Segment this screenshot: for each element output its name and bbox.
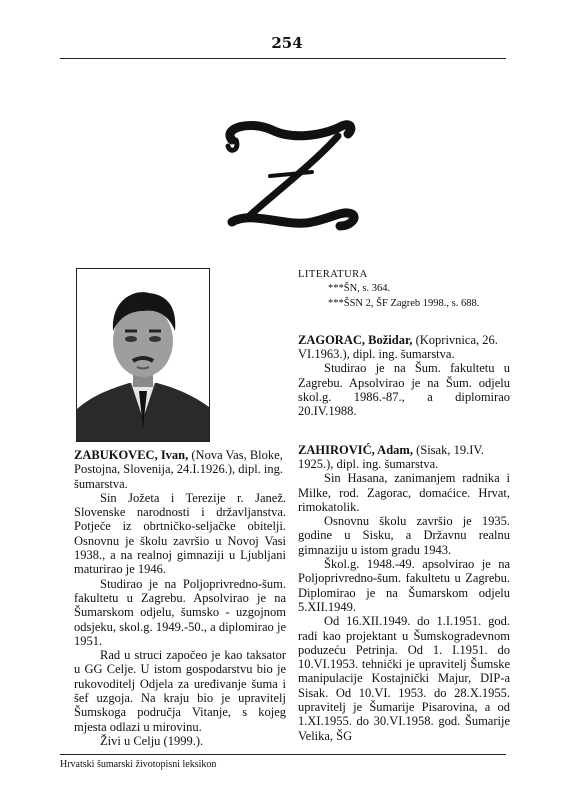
portrait-drawing — [77, 269, 209, 441]
section-letter — [0, 110, 574, 240]
entry-name: ZABUKOVEC, Ivan, — [74, 448, 189, 462]
entry-paragraph: Živi u Celju (1999.). — [100, 733, 204, 748]
entry-paragraph: Osnovnu školu završio je 1935. godine u Sisku, a Državnu realnu gimnaziju u istom gradu 1943. — [298, 514, 510, 557]
entry-heading — [298, 443, 510, 472]
entry-heading-rest: (Nova Vas, Bloke, Postojna, Slovenija, 24.I.1926.), dipl. ing. šumarstva. — [74, 448, 284, 491]
entry-paragraph: Škol.g. 1948.-49. apsolvirao je na Poljoprivredno-šum. fakultetu u Zagrebu. Diplomirao je na Šumarskom odjelu 5.XII.1949. — [298, 557, 510, 614]
header-rule — [60, 58, 506, 59]
literature-item: ***ŠN, s. 364. — [328, 283, 391, 295]
footer-title: Hrvatski šumarski životopisni leksikon — [60, 759, 217, 770]
spacer — [298, 311, 510, 333]
entry-name: ZAGORAC, Božidar, — [298, 332, 413, 347]
entry-heading — [74, 448, 286, 491]
entry-zagorac — [298, 333, 510, 419]
entry-heading — [298, 333, 510, 362]
entry-zabukovec — [74, 448, 286, 748]
section-letter-z-drawing — [192, 110, 382, 240]
literature-block — [298, 268, 510, 311]
literature-item: ***ŠSN 2, ŠF Zagreb 1998., s. 688. — [328, 297, 480, 309]
entry-zahirovic — [298, 443, 510, 743]
entry-heading-rest: (Sisak, 19.IV. 1925.), dipl. ing. šumarstva. — [298, 442, 484, 471]
entry-paragraph: Rad u struci započeo je kao taksator u GG Celje. U istom gospodarstvu bio je rukovoditelj Odjela za uređivanje šuma i šef uzgoja. Na kraju bio je upravitelj Šumskoga područja Vitanje, s kojeg mjesta odlazi u mirovinu. — [74, 648, 286, 734]
right-column — [298, 268, 510, 743]
portrait-photo — [76, 268, 210, 442]
entry-paragraph: Sin Jožeta i Terezije r. Janež. Slovenske narodnosti i državljanstva. Potječe iz obrtničko-seljačke obitelji. Osnovnu je školu završio u Novoj Vasi 1938., a na realnoj gimnaziji u Ljubljani maturirao je 1946. — [74, 490, 286, 577]
spacer — [298, 419, 510, 443]
page-number: 254 — [271, 34, 303, 52]
entry-heading-rest: (Koprivnica, 26. VI.1963.), dipl. ing. šumarstva. — [298, 332, 498, 362]
entry-name: ZAHIROVIĆ, Adam, — [298, 442, 413, 457]
entry-paragraph: Studirao je na Poljoprivredno-šum. fakultetu u Zagrebu. Apsolvirao je na Šumarskom odjelu, šumsko - uzgojnom odsjeku, skol.g. 1949.-50., a diplomirao je 1951. — [74, 576, 286, 648]
left-column — [74, 268, 286, 748]
entry-paragraph: Od 16.XII.1949. do 1.I.1951. god. radi kao projektant u Šumskogradevnom poduzeću Petrinja. Od 1. I.1951. do 10.VI.1953. tehnički je upravitelj Šumske manipulacije Kostajnički Majur, DIP-a Sisak. Od 10.VI. 1953. do 28.X.1955. upravitelj je Šumarije Pisarovina, a od 1.XI.1955. do 30.VI.1958. god. Šumarije Velika, ŠG — [298, 614, 510, 743]
footer-rule — [60, 754, 506, 755]
entry-paragraph: Studirao je na Šum. fakultetu u Zagrebu. Apsolvirao je na Šum. odjelu skol.g. 1986.-87., a diplomirao 20.IV.1988. — [298, 361, 510, 419]
literature-title: LITERATURA — [298, 269, 368, 280]
entry-paragraph: Sin Hasana, zanimanjem radnika i Milke, rod. Zagorac, domaćice. Hrvat, rimokatolik. — [298, 471, 510, 514]
